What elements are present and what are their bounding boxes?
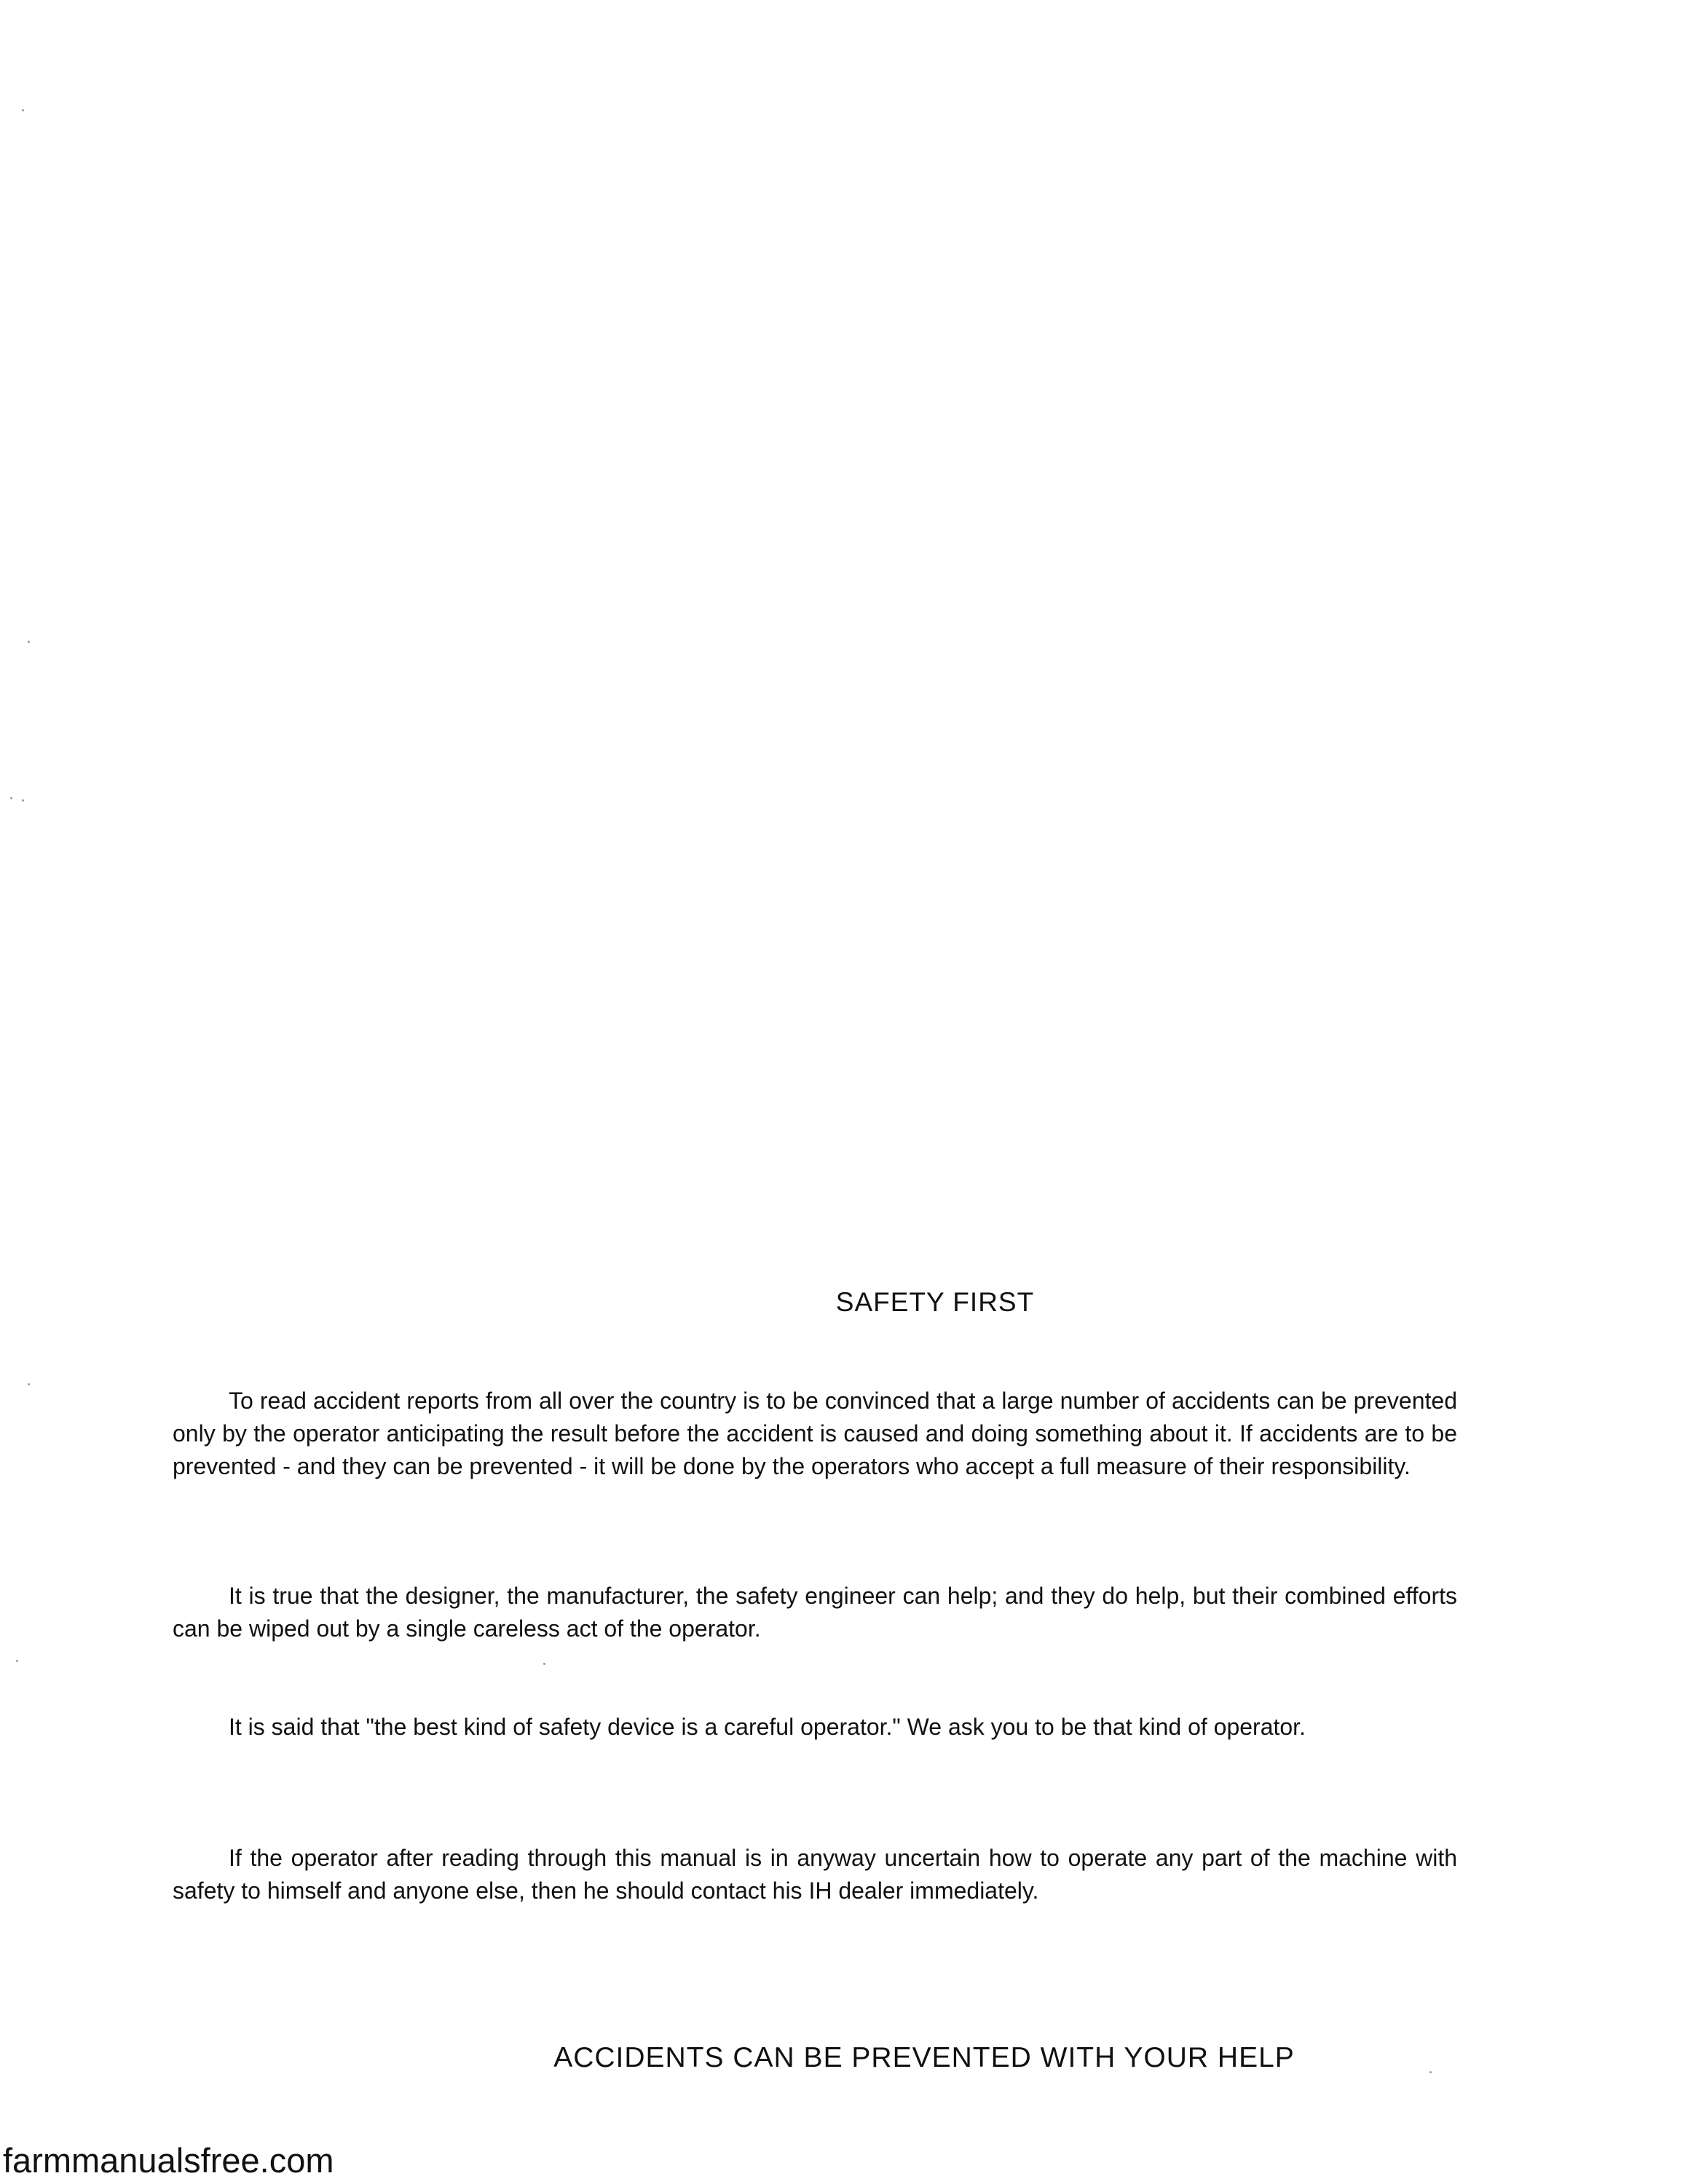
paragraph-accident-reports: To read accident reports from all over the country is to be convinced that a large number of accidents can be prevented only by the operator anticipating the result before the accident is caused and doing something about it. If accidents are to be prevented - and they can be prevented - it will be done by the operators who accept a full measure of their responsibility. — [173, 1388, 1457, 1479]
scan-speck — [1429, 2071, 1432, 2073]
scan-speck — [22, 109, 24, 111]
scan-speck — [16, 1660, 18, 1662]
paragraph-careful-operator: It is said that "the best kind of safety device is a careful operator." We ask you to be that kind of operator. — [229, 1714, 1306, 1740]
scan-speck — [28, 641, 30, 643]
scan-speck — [10, 797, 12, 799]
paragraph-designer-help: It is true that the designer, the manufacturer, the safety engineer can help; and they do help, but their combined efforts can be wiped out by a single careless act of the operator. — [173, 1583, 1457, 1642]
scan-speck — [22, 799, 24, 802]
watermark-text: farmmanualsfree.com — [3, 2141, 334, 2180]
page-title: SAFETY FIRST — [835, 1287, 1035, 1317]
closing-slogan: ACCIDENTS CAN BE PREVENTED WITH YOUR HELP — [553, 2042, 1295, 2073]
paragraph-contact-dealer: If the operator after reading through this manual is in anyway uncertain how to operate any part of the machine with safety to himself and anyone else, then he should contact his IH dealer immediately. — [173, 1845, 1457, 1904]
scan-speck — [543, 1663, 545, 1665]
scan-speck — [28, 1383, 30, 1385]
